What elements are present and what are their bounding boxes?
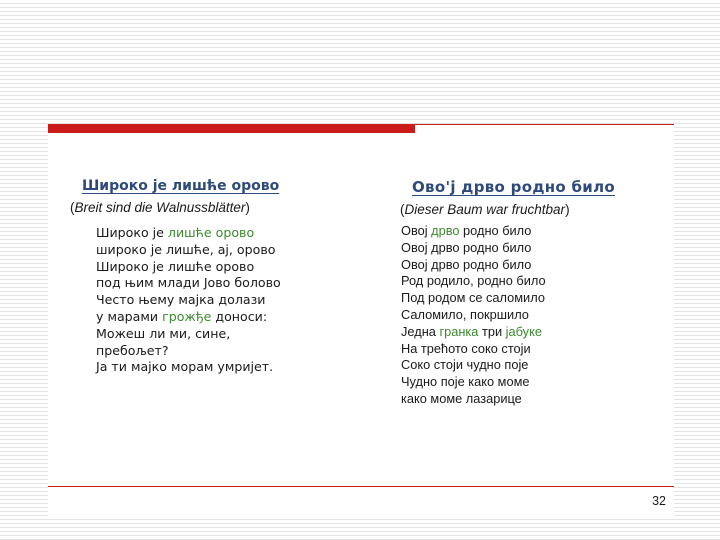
highlighted-word: јабуке: [505, 323, 542, 339]
top-red-bar: [48, 124, 415, 133]
lyric-line: Широко је лишће орово: [96, 225, 255, 240]
right-song-lyrics: [401, 223, 680, 408]
top-thin-rule: [415, 124, 674, 125]
left-song-translation: (Breit sind die Walnussblätter): [70, 200, 250, 215]
left-song-lyrics: [96, 225, 360, 376]
lyric-line: Ја ти мајко морам умријет.: [96, 359, 274, 375]
highlighted-word: лишће орово: [167, 225, 255, 240]
right-song: [400, 178, 680, 408]
lyric-line: Чудно поје како моме: [401, 374, 530, 390]
lyric-line: Широко је лишће орово: [96, 258, 255, 274]
right-song-title: Ово'ј дрво родно било: [412, 178, 615, 196]
left-song: [70, 178, 360, 376]
left-song-title: Широко је лишће орово: [82, 178, 280, 194]
lyric-line: Једна гранка три јабуке: [401, 323, 542, 339]
lyric-line: На трећото соко стоји: [401, 340, 531, 356]
lyric-line: Често њему мајка долази: [96, 292, 266, 308]
lyric-line: Овој дрво родно било: [401, 256, 532, 272]
lyric-line: Род родило, родно било: [401, 273, 546, 289]
lyric-line: Саломило, покршило: [401, 306, 529, 322]
lyric-line: Овој дрво родно било: [401, 239, 532, 255]
page-number: 32: [652, 494, 666, 508]
lyric-line: широко је лишће, ај, орово: [96, 241, 276, 257]
lyric-line: под њим млади Јово болово: [96, 275, 281, 291]
right-song-translation: (Dieser Baum war fruchtbar): [400, 202, 570, 217]
highlighted-word: гранка: [439, 323, 479, 339]
highlighted-word: дрво: [431, 223, 460, 238]
lyric-line: у марами грожђе доноси:: [96, 308, 268, 324]
lyric-line: како моме лазарице: [401, 390, 522, 406]
lyric-line: пребољет?: [96, 342, 169, 358]
bottom-rule: [48, 486, 674, 487]
lyric-line: Под родом се саломило: [401, 290, 545, 306]
highlighted-word: грожђе: [162, 308, 212, 324]
lyric-line: Овој дрво родно било: [401, 223, 532, 238]
lyric-line: Можеш ли ми, сине,: [96, 325, 231, 341]
lyric-line: Соко стоји чудно поје: [401, 357, 529, 373]
